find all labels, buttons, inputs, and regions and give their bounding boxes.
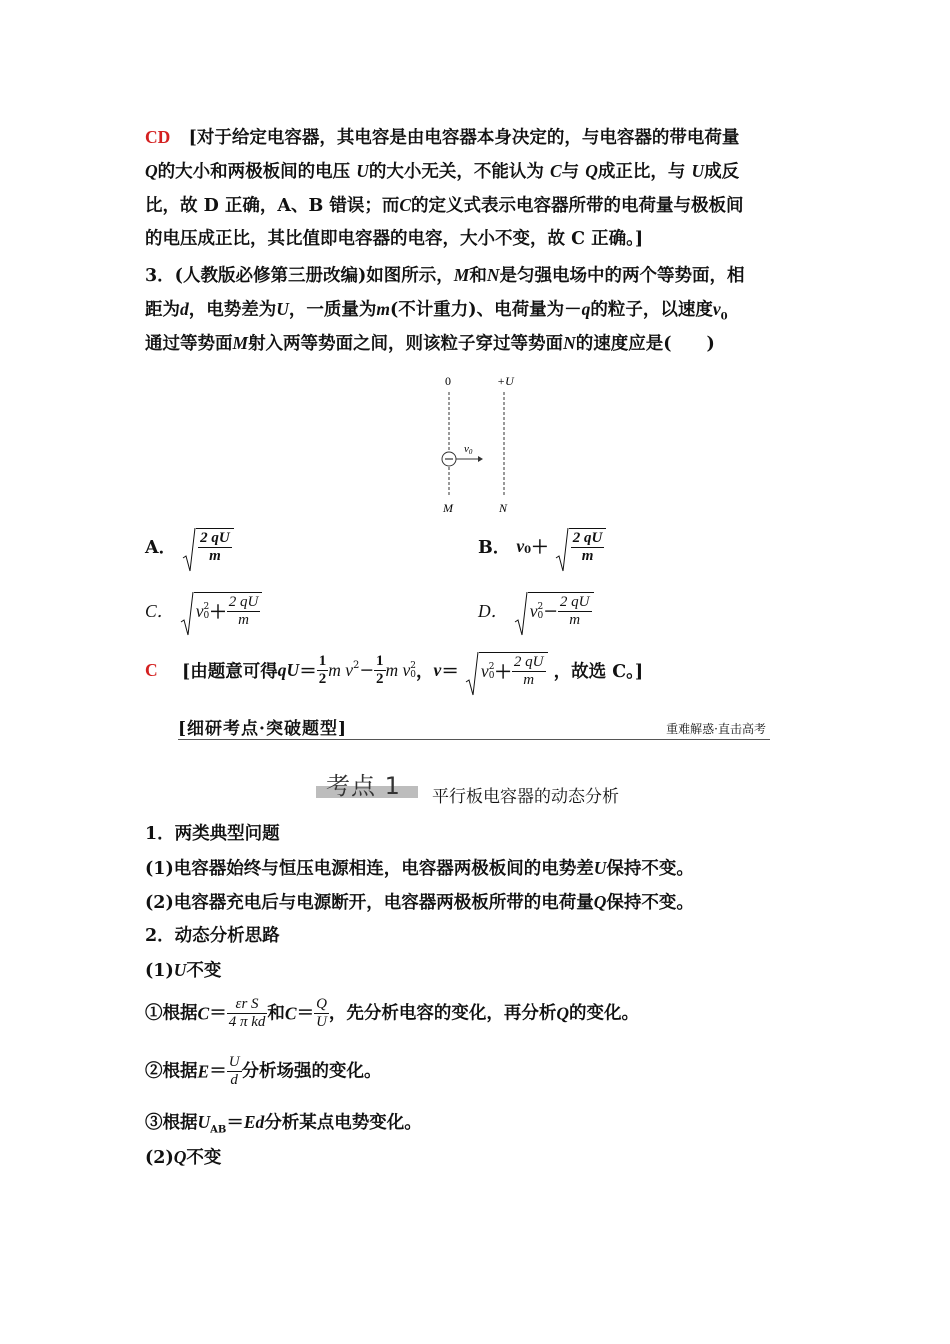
answer-cd-line-3: 比，故 D 正确，A、B 错误；而C的定义式表示电容器所带的电荷量与极板间 xyxy=(145,195,744,216)
option-d[interactable]: D． v 2 0 − $\frac{2 qU}{m}$ xyxy=(478,592,594,629)
section-banner xyxy=(178,714,770,740)
sub-2: (2)Q不变 xyxy=(145,1147,222,1168)
option-a[interactable]: A． $\frac{2 qU}{m}$ xyxy=(145,528,234,565)
answer-cd-line-2: Q的大小和两极板间的电压 U的大小无关，不能认为 C与 Q成正比，与 U成反 xyxy=(145,161,740,182)
answer-c-label: C xyxy=(145,660,158,680)
label-plus-u: +U xyxy=(497,374,514,388)
sqrt-c: v 2 0 ＋ $\frac{2 qU}{m}$ xyxy=(180,592,263,629)
option-b[interactable]: B． $v_0+$ $\frac{2 qU}{m}$ xyxy=(478,528,606,565)
sqrt-answer: v 2 0 ＋ $\frac{2 qU}{m}$ xyxy=(465,652,548,689)
rule-3: ③根据$U_{AB}=Ed$分析某点电势变化。 xyxy=(145,1112,422,1136)
sqrt-a: $\frac{2 qU}{m}$ xyxy=(182,528,234,565)
label-n: N xyxy=(499,501,508,515)
answer-cd-line-1: CD [对于给定电容器，其电容是由电容器本身决定的，与电容器的带电荷量 xyxy=(145,127,740,148)
answer-cd-label: CD xyxy=(145,127,171,147)
question-3-line-1: 3．(人教版必修第三册改编)如图所示，M和N是匀强电场中的两个等势面，相 xyxy=(145,265,745,286)
rule-2: ②根据E＝ $\frac{U}{d}$ 分析场强的变化。 xyxy=(145,1054,382,1088)
para-2: (2)电容器充电后与电源断开，电容器两极板所带的电荷量Q保持不变。 xyxy=(145,892,694,913)
para-1: (1)电容器始终与恒压电源相连，电容器两极板间的电势差U保持不变。 xyxy=(145,858,694,879)
sqrt-b: $\frac{2 qU}{m}$ xyxy=(555,528,607,565)
label-zero: 0 xyxy=(445,374,451,388)
answer-c-line: C [由题意可得qU＝ $\frac{1}{2}$ m $v^2-$ $\frac{1}{2}$ m v 2 0 ，v＝ v 2 0 ＋ $\frac{2 qU}{m}$ ，故选 C。] xyxy=(145,652,643,689)
rule-1: ①根据C＝ $\frac{\text{εr S}}{\text{4 π kd}}$ 和C＝ $\frac{Q}{U}$ ，先分析电容的变化，再分析Q的变化。 xyxy=(145,996,640,1030)
kaodian-badge: 考点 1 xyxy=(316,766,418,800)
sqrt-d: v 2 0 − $\frac{2 qU}{m}$ xyxy=(514,592,594,629)
answer-cd-line-4: 的电压成正比，其比值即电容器的电容，大小不变，故 C 正确。] xyxy=(145,229,644,249)
heading-1: 1．两类典型问题 xyxy=(145,824,280,844)
arrow-head-icon xyxy=(478,456,483,462)
banner-rule xyxy=(178,739,770,740)
heading-2: 2．动态分析思路 xyxy=(145,926,280,946)
option-c[interactable]: C． v 2 0 ＋ $\frac{2 qU}{m}$ xyxy=(145,592,262,629)
sub-1: (1)U不变 xyxy=(145,960,222,981)
kaodian-title: 平行板电容器的动态分析 xyxy=(432,787,619,807)
banner-right: 重难解惑·直击高考 xyxy=(666,722,766,736)
question-3-line-2: 距为d，电势差为U，一质量为m(不计重力)、电荷量为－q的粒子，以速度$v_0$ xyxy=(145,299,728,323)
label-v0: v0 xyxy=(464,443,473,456)
label-m: M xyxy=(443,501,453,515)
equipotential-figure xyxy=(420,370,530,518)
banner-title: [细研考点·突破题型] xyxy=(178,719,348,739)
question-3-line-3: 通过等势面M射入两等势面之间，则该粒子穿过等势面N的速度应是( ) xyxy=(145,333,715,354)
